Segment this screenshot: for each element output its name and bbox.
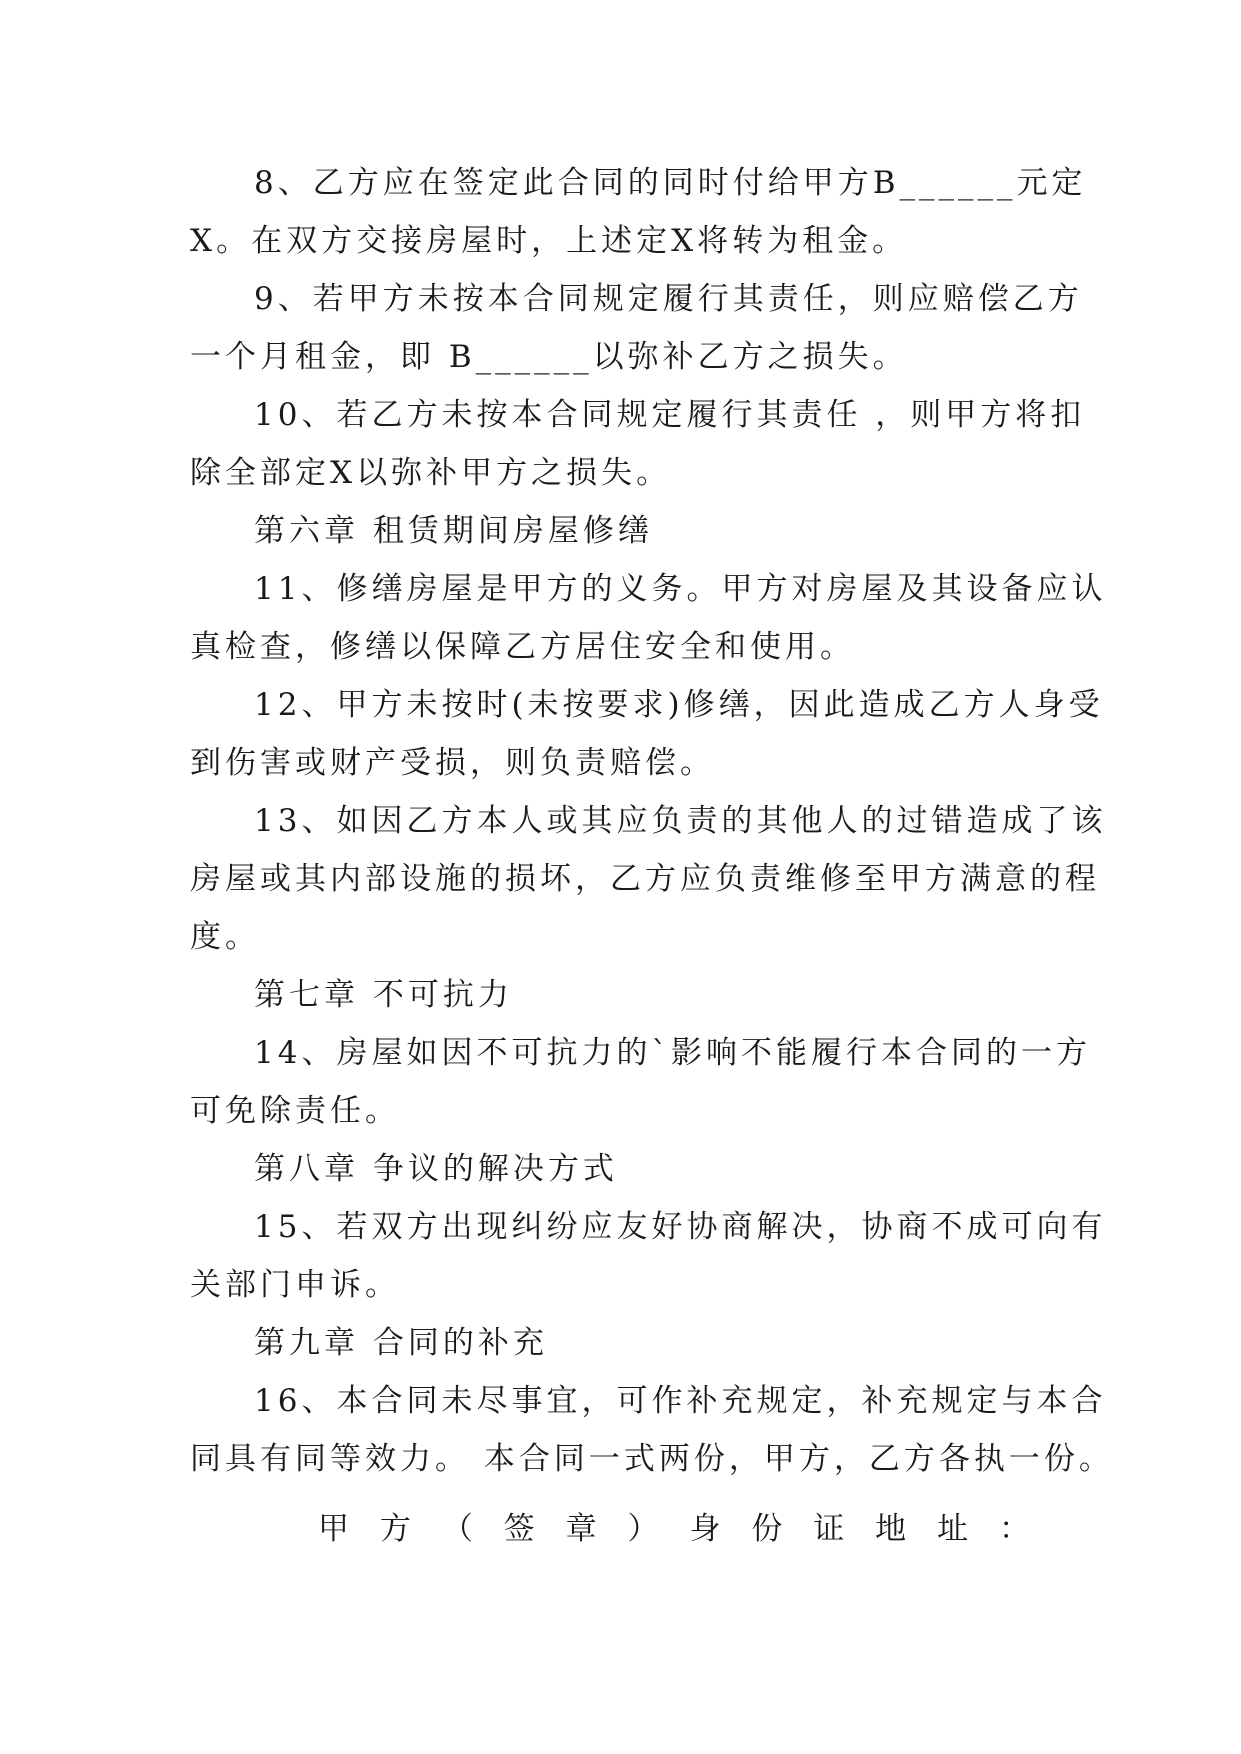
text-line: 8、乙方应在签定此合同的同时付给甲方B______元定: [254, 165, 1087, 201]
text-line: 可免除责任。: [190, 1093, 400, 1129]
signature-line: [318, 1500, 1030, 1558]
text-line: 第六章 租赁期间房屋修缮: [254, 513, 653, 549]
document-body: [190, 154, 1114, 1488]
signature-char: 址: [937, 1511, 969, 1547]
signature-char: 章: [565, 1511, 597, 1547]
text-line: 度。: [190, 919, 260, 955]
signature-char: 签: [503, 1511, 535, 1547]
text-line: 真检查，修缮以保障乙方居住安全和使用。: [190, 629, 855, 665]
text-line: 12、甲方未按时(未按要求)修缮，因此造成乙方人身受: [254, 687, 1104, 723]
text-line: 15、若双方出现纠纷应友好协商解决，协商不成可向有: [254, 1209, 1107, 1245]
text-line: 除全部定X以弥补甲方之损失。: [190, 455, 672, 491]
text-line: 第九章 合同的补充: [254, 1325, 548, 1361]
text-line: X。在双方交接房屋时，上述定X将转为租金。: [190, 223, 908, 259]
signature-char: ）: [627, 1511, 659, 1547]
signature-char: 证: [813, 1511, 845, 1547]
text-line: 14、房屋如因不可抗力的`影响不能履行本合同的一方: [254, 1035, 1091, 1071]
signature-char: 甲: [318, 1511, 349, 1547]
text-line: 第八章 争议的解决方式: [254, 1151, 618, 1187]
text-line: 关部门申诉。: [190, 1267, 400, 1303]
text-line: 11、修缮房屋是甲方的义务。甲方对房屋及其设备应认: [254, 571, 1107, 607]
signature-char: （: [441, 1511, 473, 1547]
signature-char: 方: [379, 1511, 411, 1547]
signature-char: 身: [689, 1511, 721, 1547]
signature-char: ：: [998, 1511, 1030, 1547]
text-line: 到伤害或财产受损，则负责赔偿。: [190, 745, 715, 781]
text-line: 同具有同等效力。 本合同一式两份，甲方，乙方各执一份。: [190, 1441, 1114, 1477]
text-line: 一个月租金，即 B______以弥补乙方之损失。: [190, 339, 908, 375]
text-line: 房屋或其内部设施的损坏，乙方应负责维修至甲方满意的程: [190, 861, 1100, 897]
text-line: 16、本合同未尽事宜，可作补充规定，补充规定与本合: [254, 1383, 1107, 1419]
text-line: 10、若乙方未按本合同规定履行其责任 ，则甲方将扣: [254, 397, 1086, 433]
text-line: 13、如因乙方本人或其应负责的其他人的过错造成了该: [254, 803, 1107, 839]
text-line: 9、若甲方未按本合同规定履行其责任，则应赔偿乙方: [254, 281, 1083, 317]
text-line: 第七章 不可抗力: [254, 977, 513, 1013]
signature-char: 份: [751, 1511, 783, 1547]
signature-char: 地: [875, 1511, 907, 1547]
